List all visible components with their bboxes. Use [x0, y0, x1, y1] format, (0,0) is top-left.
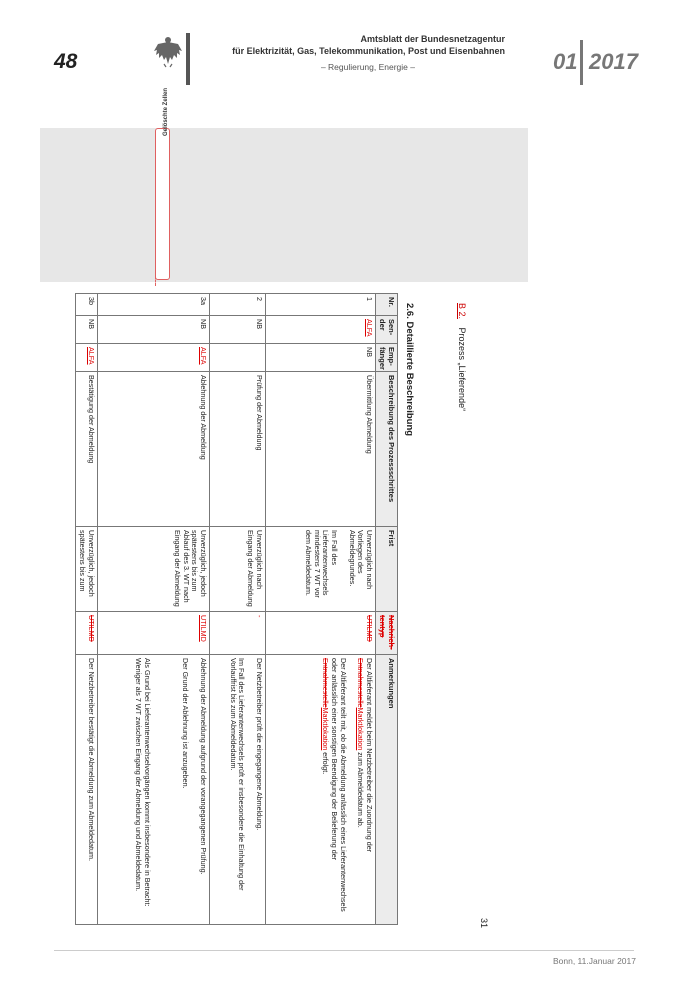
cell-sender: ALFA	[265, 316, 375, 344]
cell-receiver	[209, 344, 265, 372]
cell-message-type: UTILMD	[75, 612, 97, 655]
cell-description: Bestätigung der Abmeldung	[75, 372, 97, 527]
federal-eagle-logo	[153, 34, 183, 68]
page-number: 48	[54, 50, 78, 73]
landscape-page	[50, 283, 495, 943]
table-row	[209, 294, 265, 925]
cell-message-type: -	[209, 612, 265, 655]
table-row	[97, 294, 209, 925]
remark-fragment: Der Altlieferant meldet beim Netzbetreiber die Zuordnung der	[364, 658, 374, 853]
cell-deadline	[265, 527, 375, 612]
inserted-text: Marktlokation	[321, 707, 331, 751]
cell-receiver: ALFA	[75, 344, 97, 372]
cell-nr: 2	[209, 294, 265, 316]
cell-nr: 1	[265, 294, 375, 316]
publication-subtitle: – Regulierung, Energie –	[320, 62, 415, 72]
cell-message-type: UTILMD	[265, 612, 375, 655]
remark-text: Der Netzbetreiber prüft die eingegangene Abmeldung.	[254, 658, 264, 831]
cell-remarks	[209, 655, 265, 925]
cell-remarks	[97, 655, 209, 925]
section-title: Prozess „Lieferende“	[457, 327, 467, 412]
cell-deadline: Unverzüglich, jedoch spätestens bis zum	[75, 527, 97, 612]
col-header-deadline: Frist	[375, 527, 397, 612]
cell-remarks	[265, 655, 375, 925]
deleted-text: Entnahmestelle	[321, 658, 331, 708]
cell-sender: NB	[209, 316, 265, 344]
issue-year: 2017	[589, 49, 638, 74]
cell-nr: 3b	[75, 294, 97, 316]
footer-date: Bonn, 11.Januar 2017	[552, 956, 636, 966]
deleted-text: Entnahmestelle	[356, 658, 366, 708]
remark-fragment: zum Abmeldedatum ab.	[356, 750, 366, 828]
header-divider	[186, 33, 190, 85]
remark-text	[321, 658, 347, 921]
col-header-remarks: Anmerkungen	[375, 655, 397, 925]
cell-deadline: Unverzüglich, jedoch spätestens bis zum Ablauf des 3. WT nach Eingang der Abmeldung	[97, 527, 209, 612]
footer-divider	[54, 950, 634, 951]
remark-text: Als Grund bei Lieferantenwechselvorgängen kommt insbesondere in Betracht: Weniger als 7 WT zwischen Eingang der Abmeldung und Abmeldedatum.	[134, 658, 152, 907]
col-header-description: Beschreibung des Prozessschrittes	[375, 372, 397, 527]
issue-number: 01	[553, 49, 578, 74]
publication-title-line-1: Amtsblatt der Bundesnetzagentur	[360, 34, 505, 44]
table-header-row	[375, 294, 397, 925]
page-margin-band	[40, 128, 528, 282]
cell-nr: 3a	[97, 294, 209, 316]
cell-deadline: Unverzüglich nach Eingang der Abmeldung	[209, 527, 265, 612]
publication-title-line-2: für Elektrizität, Gas, Telekommunikation, Post und Eisenbahnen	[232, 45, 505, 56]
subsection-title: 2.6. Detaillierte Beschreibung	[404, 303, 415, 437]
deadline-text: Unverzüglich nach Vorliegen des Abmeldegrundes.	[347, 530, 374, 590]
process-table	[75, 293, 398, 925]
inner-page-number: 31	[479, 918, 489, 929]
col-header-sender: Sen-der	[375, 316, 397, 344]
cell-description: Prüfung der Abmeldung	[209, 372, 265, 527]
cell-receiver: ALFA	[97, 344, 209, 372]
comment-label: Gelöschte Zellen	[163, 87, 169, 136]
comment-balloon[interactable]	[155, 128, 170, 280]
section-number: B 2.	[457, 303, 467, 320]
col-header-nr: Nr.	[375, 294, 397, 316]
remark-fragment: Der Altlieferant teilt mit, ob die Abmeldung anlässlich eines Lieferantenwechsels oder anlässlich einer sonstigen Beendigung der Belieferung der	[330, 658, 348, 912]
remark-fragment: erfolgt.	[321, 750, 331, 775]
remark-text: Ablehnung der Abmeldung aufgrund der vorangegangenen Prüfung.	[198, 658, 208, 875]
col-header-message-type: Nachrich-tentyp	[375, 612, 397, 655]
cell-remarks: Der Netzbetreiber bestätigt die Abmeldung zum Abmeldedatum.	[75, 655, 97, 925]
deadline-text: Im Fall des Lieferantenwechsels mindestens 7 WT vor dem Abmeldedatum.	[304, 530, 340, 598]
cell-description: Übermittlung Abmeldung	[265, 372, 375, 527]
table-row	[265, 294, 375, 925]
cell-sender: NB	[75, 316, 97, 344]
publication-title	[232, 34, 505, 57]
cell-receiver: NB	[265, 344, 375, 372]
remark-text: Der Grund der Ablehnung ist anzugeben.	[181, 658, 191, 789]
remark-text: Im Fall des Lieferantenwechsels prüft er insbesondere die Einhaltung der Vorlauffrist bis zum Abmeldedatum.	[228, 658, 247, 891]
cell-description: Ablehnung der Abmeldung	[97, 372, 209, 527]
inserted-text: Marktlokation	[356, 707, 366, 751]
cell-message-type: UTILMD	[97, 612, 209, 655]
section-reference	[457, 303, 467, 411]
col-header-receiver: Emp-fänger	[375, 344, 397, 372]
remark-text	[356, 658, 373, 921]
cell-sender: NB	[97, 316, 209, 344]
table-row	[75, 294, 97, 925]
issue-divider	[580, 40, 583, 85]
